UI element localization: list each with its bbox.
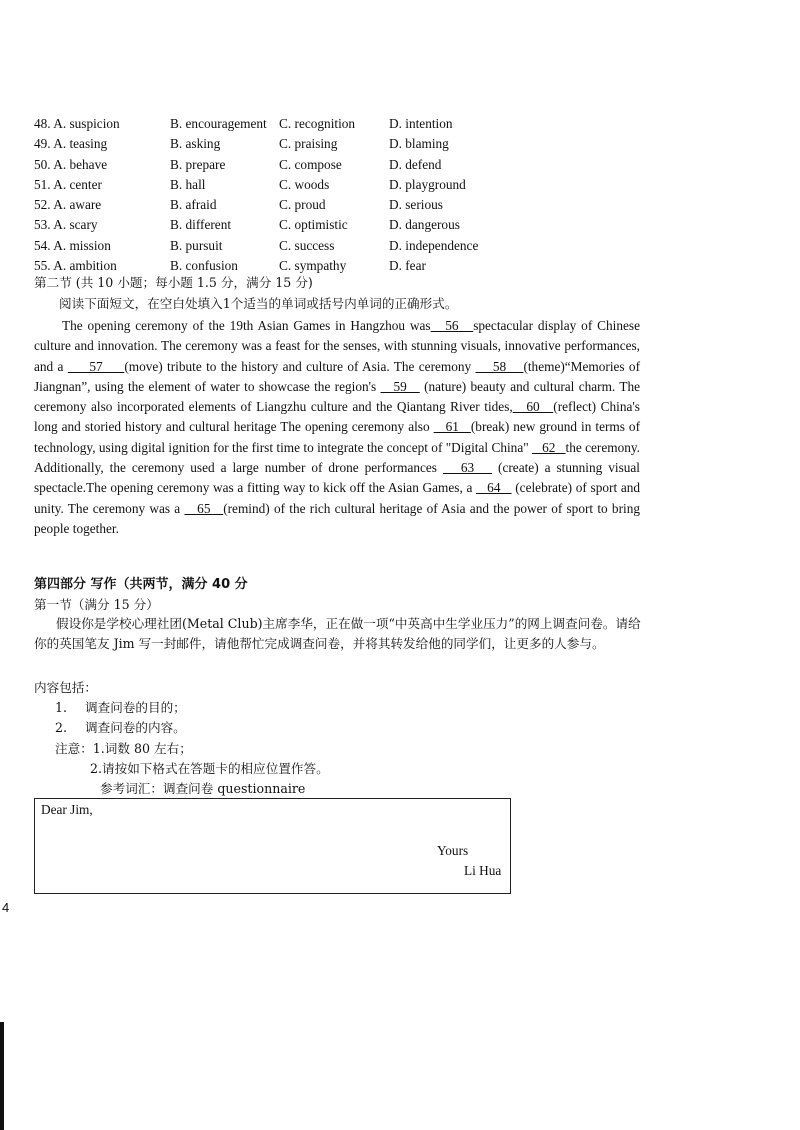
option-a: 48. A. suspicion	[34, 116, 120, 131]
content-label: 内容包括：	[34, 680, 97, 695]
passage-text: (nature) beauty and cultural charm. The ceremony also incorporated elements of Liangzhu culture and the Qiantang River tides,	[34, 378, 640, 415]
passage-text: (reflect) China's long and storied history and cultural heritage The opening ceremony also	[34, 399, 640, 435]
option-c: C. proud	[279, 197, 326, 213]
passage-text: (create) a stunning visual spectacle.The opening ceremony was a fitting way to kick off the Asian Games, a	[34, 460, 640, 496]
option-d: D. blaming	[389, 136, 449, 152]
option-a: 49. A. teasing	[34, 136, 108, 152]
blank-65: 65	[184, 500, 224, 516]
blank-57: 57	[67, 358, 125, 374]
option-d: D. fear	[389, 258, 426, 274]
option-c: C. success	[279, 237, 335, 253]
option-b: B. different	[170, 217, 232, 233]
blank-61: 61	[433, 419, 471, 435]
letter-signature: Li Hua	[464, 863, 502, 878]
option-d: D. defend	[389, 156, 442, 172]
point-text: 调查问卷的目的；	[85, 700, 186, 715]
blank-63: 63	[442, 460, 493, 476]
multiple-choice-options	[34, 114, 494, 276]
mc-row-52	[34, 195, 494, 215]
option-c: C. recognition	[279, 116, 356, 131]
letter-salutation: Dear Jim,	[41, 802, 93, 817]
option-a: 52. A. aware	[34, 197, 102, 213]
mc-row-48	[34, 114, 494, 134]
blank-58: 58	[475, 358, 524, 374]
option-b: B. encouragement	[170, 116, 267, 131]
passage-text: (remind) of the rich cultural heritage of Asia and the power of sport to bring people together.	[34, 500, 640, 536]
mc-row-51	[34, 175, 494, 195]
note-format: 2.请按如下格式在答题卡的相应位置作答。	[90, 761, 329, 776]
passage-text: (celebrate) of sport and unity. The ceremony was a	[34, 480, 641, 516]
blank-59: 59	[380, 378, 420, 394]
option-b: B. pursuit	[170, 237, 223, 253]
letter-template-box	[34, 798, 511, 894]
scan-edge-mark	[0, 1022, 4, 1130]
content-point-1	[55, 697, 186, 716]
mc-row-54	[34, 236, 494, 256]
page-number: 4	[2, 900, 10, 915]
option-d: D. dangerous	[389, 217, 460, 233]
point-text: 调查问卷的内容。	[85, 720, 186, 735]
option-b: B. asking	[170, 136, 221, 152]
content-point-2	[55, 717, 186, 736]
letter-closing: Yours	[437, 843, 469, 858]
blank-62: 62	[532, 439, 566, 455]
option-c: C. sympathy	[279, 258, 347, 274]
option-b: B. afraid	[170, 197, 217, 213]
passage-text: spectacular display of Chinese culture and innovation. The ceremony was a feast for the senses, with stunning visuals, innovative performances, and a	[34, 318, 640, 374]
passage-text: the ceremony. Additionally, the ceremony used a large number of drone performances	[34, 439, 641, 476]
option-b: B. prepare	[170, 156, 226, 172]
option-a: 55. A. ambition	[34, 258, 117, 274]
option-c: C. compose	[279, 156, 342, 172]
mc-row-53	[34, 215, 494, 235]
passage-text: (theme)“Memories of Jiangnan”, using the element of water to showcase the region's	[34, 358, 641, 394]
section-2-heading: 第二节 (共 10 小题；每小题 1.5 分，满分 15 分)	[34, 275, 313, 290]
mc-row-49	[34, 134, 494, 154]
writing-task	[34, 614, 644, 655]
option-c: C. woods	[279, 176, 330, 192]
reference-vocabulary: 参考词汇：调查问卷 questionnaire	[100, 781, 306, 796]
passage-text: (move) tribute to the history and culture of Asia. The ceremony	[124, 358, 472, 374]
option-d: D. independence	[389, 237, 479, 253]
passage-text: (break) new ground in terms of technology, using digital ignition for the first time to integrate the concept of "Digital China"	[34, 419, 640, 455]
option-c: C. praising	[279, 136, 338, 152]
part-4-heading: 第四部分 写作（共两节，满分 40 分	[34, 577, 248, 592]
section-2-instruction: 阅读下面短文，在空白处填入1个适当的单词或括号内单词的正确形式。	[59, 296, 458, 311]
section-1-heading: 第一节（满分 15 分）	[34, 597, 159, 612]
passage-paragraph	[34, 316, 640, 539]
point-number: 1.	[55, 700, 68, 715]
blank-64: 64	[476, 480, 512, 496]
option-a: 54. A. mission	[34, 237, 111, 253]
option-b: B. confusion	[170, 258, 238, 274]
option-d: D. intention	[389, 116, 453, 131]
point-number: 2.	[55, 720, 68, 735]
option-b: B. hall	[170, 176, 206, 192]
note-word-count: 注意：1.词数 80 左右；	[55, 741, 192, 756]
option-a: 51. A. center	[34, 176, 102, 192]
option-d: D. serious	[389, 197, 443, 213]
option-d: D. playground	[389, 176, 466, 192]
passage-text: The opening ceremony of the 19th Asian Games in Hangzhou was	[62, 318, 431, 333]
blank-56: 56	[430, 318, 474, 333]
cloze-passage	[34, 316, 640, 539]
option-a: 50. A. behave	[34, 156, 108, 172]
blank-60: 60	[512, 399, 554, 415]
task-description: 假设你是学校心理社团(Metal Club)主席李华，正在做一项“中英高中生学业压力”的网上调查问卷。请给你的英国笔友 Jim 写一封邮件，请他帮忙完成调查问卷，并将其转发给他的同学们，让更多的人参与。	[34, 616, 641, 652]
mc-row-50	[34, 155, 494, 175]
option-c: C. optimistic	[279, 217, 348, 233]
option-a: 53. A. scary	[34, 217, 98, 233]
